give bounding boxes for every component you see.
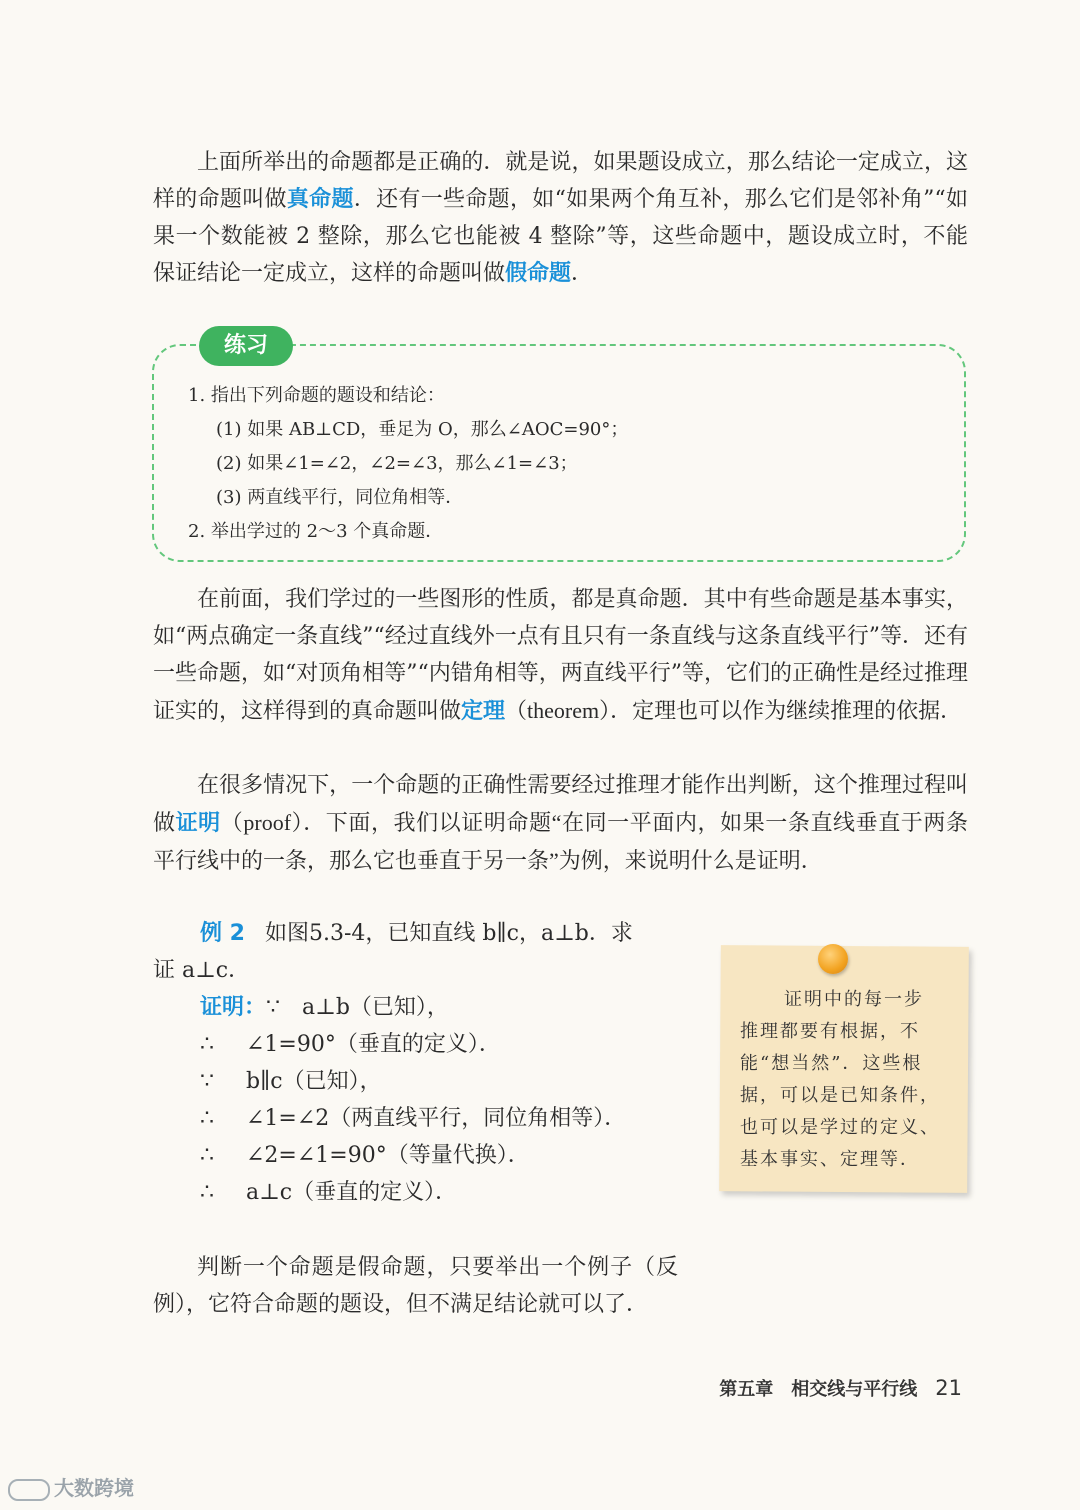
- proof-step-2: [200, 1026, 501, 1063]
- note-line-4: 据，可以是已知条件，: [740, 1085, 940, 1106]
- exercise-line-2: (1) 如果 AB⊥CD，垂足为 O，那么∠AOC=90°；: [216, 419, 629, 440]
- example-text-2: 证 a⊥c．: [153, 958, 251, 983]
- example-label: 例 2: [200, 921, 245, 946]
- proof-step-4-sym: ∴: [200, 1106, 214, 1131]
- proof-label: 证明：: [200, 995, 267, 1020]
- proof-step-4: [200, 1100, 626, 1137]
- note-line-3: 能“想当然”．这些根: [740, 1053, 923, 1074]
- paragraph-theorem: [153, 581, 968, 730]
- para1-text-2: ．还有一些命题，如“如果两个角互补，那么它们是邻补角”“如果一个数能被 2 整除，那么它也能被 4 整除”等，这些命题中，题设成立时，不能保证结论一定成立，这样的命题叫做: [153, 187, 968, 286]
- proof-step-1-sym: ∵: [266, 995, 281, 1020]
- note-line-1: 证明中的每一步: [784, 989, 924, 1010]
- proof-step-5-text: ∠2=∠1=90°（等量代换）．: [246, 1143, 530, 1168]
- proof-step-4-text: ∠1=∠2（两直线平行，同位角相等）．: [246, 1106, 627, 1131]
- exercise-title: 练习: [199, 326, 293, 366]
- exercise-line-1: 1. 指出下列命题的题设和结论：: [188, 385, 445, 406]
- proof-step-2-text: ∠1=90°（垂直的定义）．: [246, 1032, 501, 1057]
- term-false-proposition: 假命题: [505, 261, 572, 286]
- para1-text-3: ．: [571, 261, 594, 286]
- proof-step-1-text: a⊥b（已知），: [302, 995, 449, 1020]
- proof-step-6-sym: ∴: [200, 1180, 214, 1205]
- proof-step-3: [200, 1063, 382, 1100]
- proof-step-3-sym: ∵: [200, 1069, 214, 1094]
- watermark-logo-icon: [8, 1479, 50, 1501]
- note-line-6: 基本事实、定理等．: [740, 1149, 920, 1170]
- term-theorem: 定理: [461, 699, 506, 724]
- para2-text-1: 在前面，我们学过的一些图形的性质，都是真命题．其中有些命题是基本事实，如“两点确定一条直线”“经过直线外一点有且只有一条直线与这条直线平行”等．还有一些命题，如“对顶角相等”“内错角相等，两直线平行”等，它们的正确性是经过推理证实的，这样得到的真命题叫做: [153, 587, 968, 724]
- para1-text-1: 上面所举出的命题都是正确的．就是说，如果题设成立，那么结论一定成立，这样的命题叫做: [153, 150, 968, 212]
- para3-text-1: 在很多情况下，一个命题的正确性需要经过推理才能作出判断，这个推理过程叫做: [153, 773, 968, 836]
- watermark: [8, 1474, 134, 1502]
- example-text-1: 如图5.3-4，已知直线 b∥c，a⊥b．求: [264, 921, 633, 946]
- paragraph-counterexample: [153, 1249, 678, 1323]
- para4-text: 判断一个命题是假命题，只要举出一个例子（反例），它符合命题的题设，但不满足结论就可以了．: [153, 1255, 678, 1317]
- note-line-2: 推理都要有根据，不: [740, 1021, 920, 1042]
- page-footer: [719, 1374, 962, 1404]
- proof-step-1: [200, 989, 449, 1026]
- watermark-text: 大数跨境: [54, 1476, 134, 1500]
- proof-step-5: [200, 1137, 530, 1174]
- proof-step-6-text: a⊥c（垂直的定义）．: [246, 1180, 458, 1205]
- note-line-5: 也可以是学过的定义、: [740, 1117, 940, 1138]
- exercise-line-3: (2) 如果∠1=∠2，∠2=∠3，那么∠1=∠3；: [216, 453, 578, 474]
- exercise-line-4: (3) 两直线平行，同位角相等．: [216, 487, 464, 508]
- proof-step-2-sym: ∴: [200, 1032, 214, 1057]
- example-heading: [200, 915, 633, 952]
- proof-step-3-text: b∥c（已知），: [246, 1069, 382, 1094]
- para3-text-2: （proof）．下面，我们以证明命题“在同一平面内，如果一条直线垂直于两条平行线中的一条，那么它也垂直于另一条”为例，来说明什么是证明．: [153, 810, 968, 873]
- page-number: 21: [935, 1376, 962, 1400]
- term-true-proposition: 真命题: [286, 187, 354, 212]
- proof-step-6: [200, 1174, 457, 1211]
- proof-step-5-sym: ∴: [200, 1143, 214, 1168]
- pushpin-icon: [818, 944, 848, 974]
- para2-text-2: （theorem）．定理也可以作为继续推理的依据．: [505, 698, 963, 723]
- chapter-title: 第五章 相交线与平行线: [719, 1379, 918, 1400]
- paragraph-proof: [153, 767, 968, 880]
- paragraph-true-false-propositions: [153, 144, 968, 292]
- exercise-line-5: 2. 举出学过的 2～3 个真命题．: [188, 521, 444, 542]
- term-proof: 证明: [175, 811, 221, 836]
